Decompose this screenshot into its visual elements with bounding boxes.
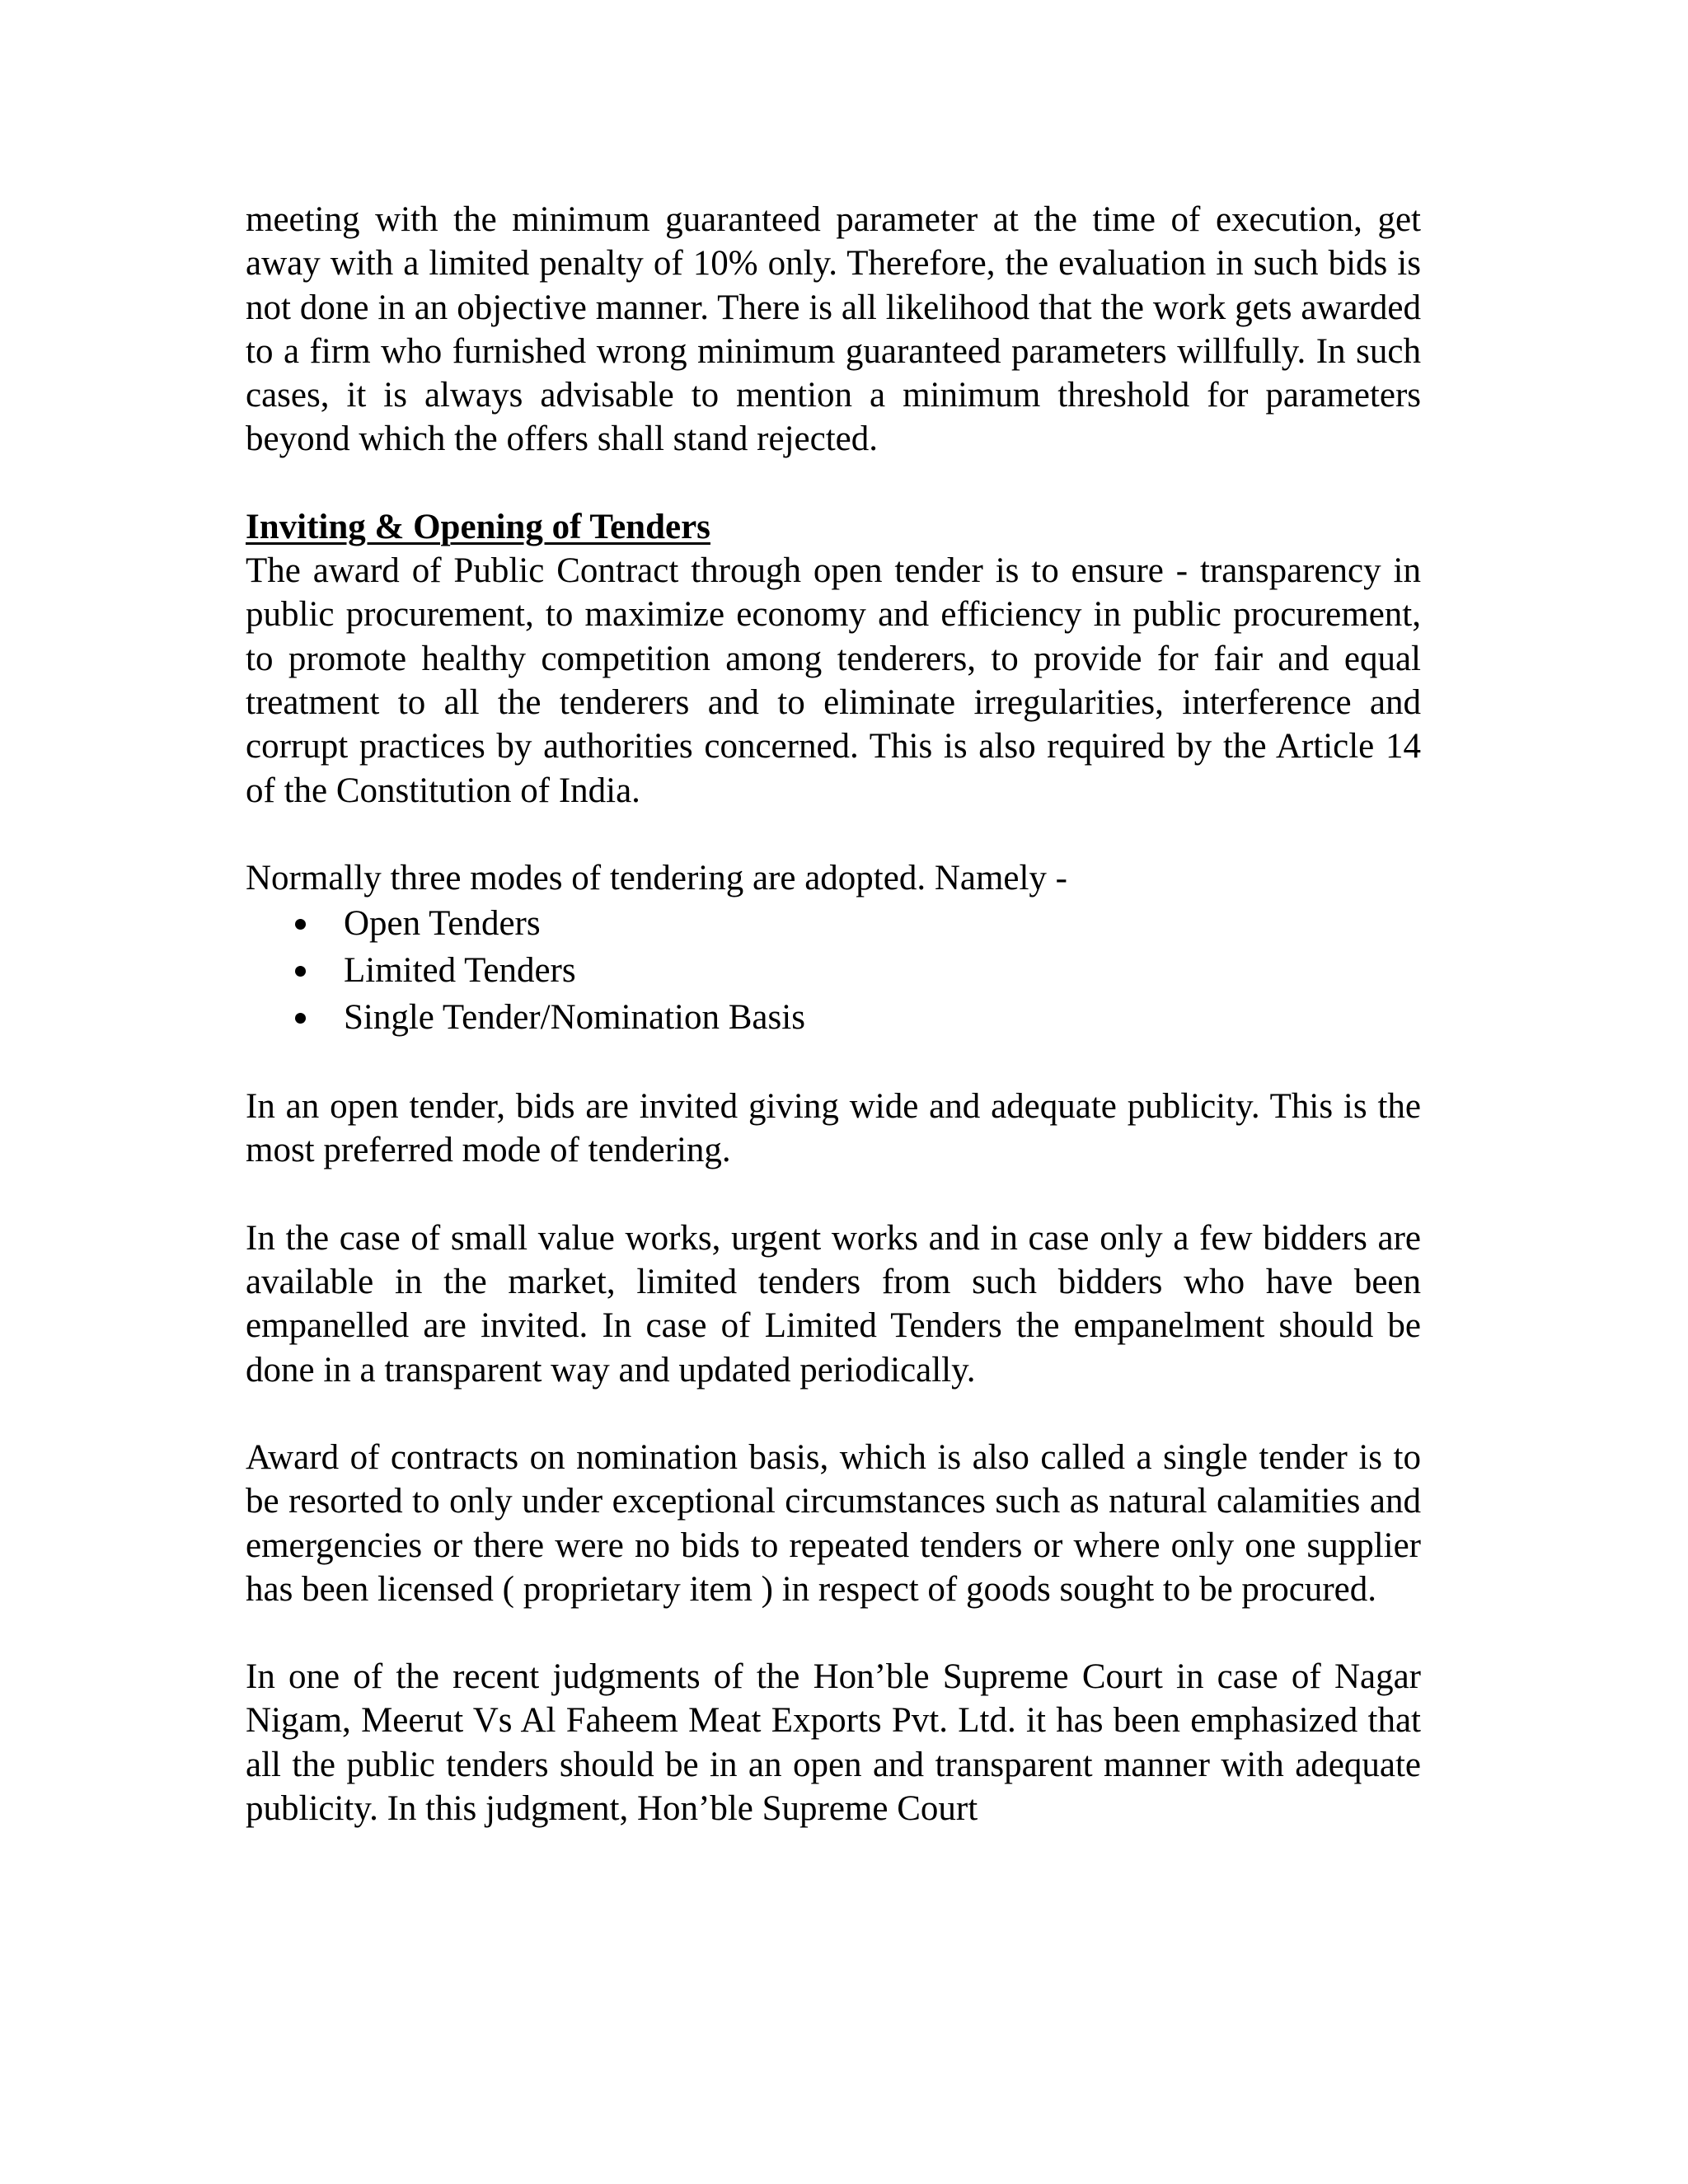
open-tender-purpose-paragraph: The award of Public Contract through open tender is to ensure - transparency in public procurement, to maximize economy and efficiency in public procurement, to promote healthy competition among tenderers, to provide for fair and equal treatment to all the tenderers and to eliminate irregularities, interference and corrupt practices by authorities concerned. This is also required by the Article 14 of the Constitution of India. (246, 551, 1421, 810)
modes-intro-paragraph: Normally three modes of tendering are adopted. Namely - (246, 858, 1067, 898)
paragraph-spacer (246, 813, 1421, 856)
paragraph-spacer (246, 1041, 1421, 1085)
list-item (246, 900, 1421, 947)
list-item-label: Single Tender/Nomination Basis (344, 998, 805, 1038)
list-item-label: Open Tenders (344, 904, 541, 944)
list-item-label: Limited Tenders (344, 951, 576, 991)
document-page (246, 198, 1421, 1830)
bullet-icon (295, 966, 306, 977)
supreme-court-judgment-paragraph: In one of the recent judgments of the Hon’ble Supreme Court in case of Nagar Nigam, Meerut Vs Al Faheem Meat Exports Pvt. Ltd. it has been emphasized that all the public tenders should be in an open and transparent manner with adequate publicity. In this judgment, Hon’ble Supreme Court (246, 1657, 1421, 1829)
tender-modes-list (246, 900, 1421, 1041)
list-item (246, 947, 1421, 994)
paragraph-spacer (246, 1392, 1421, 1436)
nomination-basis-paragraph: Award of contracts on nomination basis, which is also called a single tender is to be resorted to only under exceptional circumstances such as natural calamities and emergencies or there were no bids to repeated tenders or where only one supplier has been licensed ( proprietary item ) in respect of goods sought to be procured. (246, 1437, 1421, 1609)
paragraph-spacer (246, 1173, 1421, 1216)
open-tender-paragraph: In an open tender, bids are invited giving wide and adequate publicity. This is the most preferred mode of tendering. (246, 1087, 1421, 1170)
section-heading: Inviting & Opening of Tenders (246, 507, 710, 546)
paragraph-spacer (246, 462, 1421, 505)
paragraph-spacer (246, 1611, 1421, 1655)
limited-tender-paragraph: In the case of small value works, urgent works and in case only a few bidders are available in the market, limited tenders from such bidders who have been empanelled are invited. In case of Limited Tenders the empanelment should be done in a transparent way and updated periodically. (246, 1218, 1421, 1390)
bullet-icon (295, 1013, 306, 1024)
intro-paragraph: meeting with the minimum guaranteed parameter at the time of execution, get away with a limited penalty of 10% only. Therefore, the evaluation in such bids is not done in an objective manner. There is all likelihood that the work gets awarded to a firm who furnished wrong minimum guaranteed parameters willfully. In such cases, it is always advisable to mention a minimum threshold for parameters beyond which the offers shall stand rejected. (246, 200, 1421, 459)
bullet-icon (295, 919, 306, 930)
list-item (246, 994, 1421, 1041)
